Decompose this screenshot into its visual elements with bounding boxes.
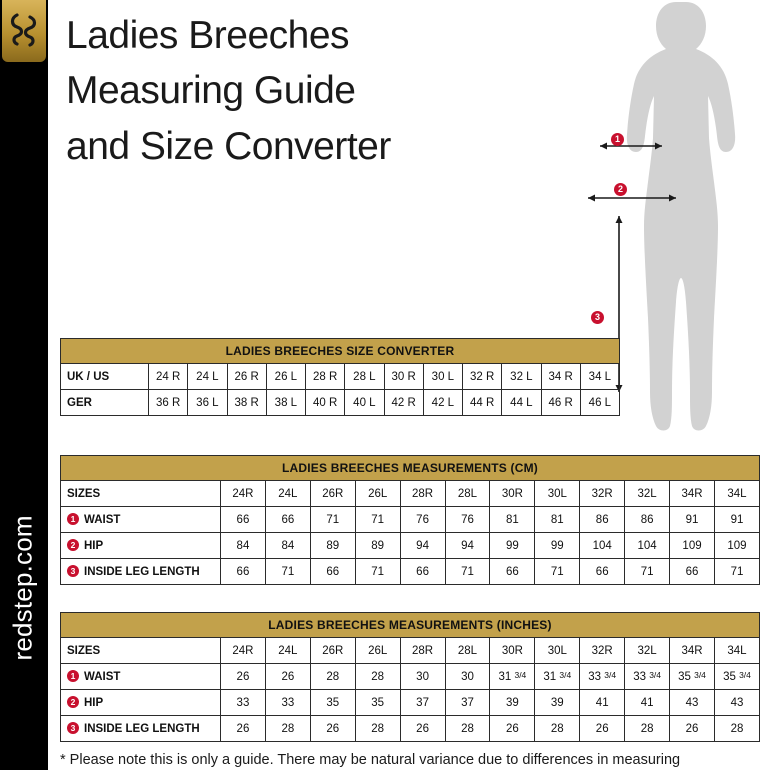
cell: 94 (445, 533, 490, 559)
hip-badge-icon: 2 (67, 539, 79, 551)
cell: 42 L (423, 390, 462, 416)
cell: 26 (265, 664, 310, 690)
cell: 37 (400, 690, 445, 716)
hip-marker-badge: 2 (614, 183, 627, 196)
cell: 40 L (345, 390, 384, 416)
column-header: 30R (490, 481, 535, 507)
column-header: 28L (445, 481, 490, 507)
cell: 33 3/4 (625, 664, 670, 690)
cell: 66 (670, 559, 715, 585)
column-header: 30L (535, 481, 580, 507)
column-header: 24L (265, 638, 310, 664)
cell: 28 (355, 716, 400, 742)
cell: 24 R (149, 364, 188, 390)
row-label-inside-leg-cm (61, 559, 221, 585)
cell: 39 (490, 690, 535, 716)
cell: 24 L (188, 364, 227, 390)
cell: 86 (580, 507, 625, 533)
cell: 28 (310, 664, 355, 690)
column-header: 34R (670, 481, 715, 507)
column-header: 32L (625, 638, 670, 664)
cell: 39 (535, 690, 580, 716)
table-row (61, 390, 620, 416)
cell: 44 L (502, 390, 541, 416)
cell: 89 (310, 533, 355, 559)
cell: 46 L (580, 390, 619, 416)
converter-table-title: LADIES BREECHES SIZE CONVERTER (61, 339, 620, 364)
row-label-text: INSIDE LEG LENGTH (84, 723, 200, 735)
cell: 71 (355, 559, 400, 585)
cell: 71 (265, 559, 310, 585)
cell: 33 3/4 (580, 664, 625, 690)
cell: 38 R (227, 390, 266, 416)
inside-leg-marker-badge: 3 (591, 311, 604, 324)
cell: 66 (400, 559, 445, 585)
cell: 66 (265, 507, 310, 533)
table-column-header-row (61, 638, 760, 664)
cell: 26 (221, 716, 266, 742)
row-label-inside-leg-in (61, 716, 221, 742)
cell: 28 (625, 716, 670, 742)
table-header-row (61, 339, 620, 364)
cell: 28 R (306, 364, 345, 390)
row-label-hip-cm (61, 533, 221, 559)
column-header-sizes: SIZES (61, 638, 221, 664)
cell: 33 (265, 690, 310, 716)
cell: 34 R (541, 364, 580, 390)
column-header: 28R (400, 638, 445, 664)
cell: 66 (580, 559, 625, 585)
table-row (61, 690, 760, 716)
cell: 32 L (502, 364, 541, 390)
cell: 99 (490, 533, 535, 559)
cell: 81 (490, 507, 535, 533)
inches-table-title: LADIES BREECHES MEASUREMENTS (INCHES) (61, 613, 760, 638)
cell: 33 (221, 690, 266, 716)
cell: 30 R (384, 364, 423, 390)
table-row (61, 533, 760, 559)
cell: 26 L (266, 364, 305, 390)
cell: 35 (355, 690, 400, 716)
measurements-cm-table (60, 455, 760, 585)
column-header: 32R (580, 481, 625, 507)
cell: 71 (625, 559, 670, 585)
cell: 31 3/4 (535, 664, 580, 690)
cell: 34 L (580, 364, 619, 390)
table-column-header-row (61, 481, 760, 507)
column-header: 34R (670, 638, 715, 664)
cell: 30 (400, 664, 445, 690)
cell: 26 (400, 716, 445, 742)
page-title-line-3: and Size Converter (66, 124, 391, 168)
table-header-row (61, 613, 760, 638)
cell: 76 (400, 507, 445, 533)
cell: 84 (265, 533, 310, 559)
measurements-inches-table (60, 612, 760, 742)
cell: 31 3/4 (490, 664, 535, 690)
cell: 28 L (345, 364, 384, 390)
waist-badge-icon: 1 (67, 670, 79, 682)
cell: 43 (714, 690, 759, 716)
waist-badge-icon: 1 (67, 513, 79, 525)
row-label-text: WAIST (84, 671, 121, 683)
page-title-line-2: Measuring Guide (66, 69, 356, 113)
cell: 46 R (541, 390, 580, 416)
cell: 109 (714, 533, 759, 559)
cell: 66 (310, 559, 355, 585)
column-header: 26R (310, 638, 355, 664)
row-label-ger: GER (61, 390, 149, 416)
table-row (61, 364, 620, 390)
column-header: 32L (625, 481, 670, 507)
cell: 28 (355, 664, 400, 690)
cell: 71 (310, 507, 355, 533)
cell: 66 (490, 559, 535, 585)
cell: 28 (445, 716, 490, 742)
cell: 26 (221, 664, 266, 690)
cell: 32 R (463, 364, 502, 390)
table-header-row (61, 456, 760, 481)
table-row (61, 716, 760, 742)
cell: 109 (670, 533, 715, 559)
cell: 91 (714, 507, 759, 533)
column-header: 26L (355, 638, 400, 664)
cell: 71 (714, 559, 759, 585)
row-label-text: INSIDE LEG LENGTH (84, 566, 200, 578)
cell: 104 (625, 533, 670, 559)
cell: 89 (355, 533, 400, 559)
column-header: 24L (265, 481, 310, 507)
cell: 81 (535, 507, 580, 533)
cell: 86 (625, 507, 670, 533)
cell: 42 R (384, 390, 423, 416)
cell: 41 (580, 690, 625, 716)
row-label-waist-cm (61, 507, 221, 533)
row-label-text: HIP (84, 697, 104, 709)
column-header: 26R (310, 481, 355, 507)
column-header: 30R (490, 638, 535, 664)
cell: 30 L (423, 364, 462, 390)
row-label-uk-us: UK / US (61, 364, 149, 390)
cell: 36 R (149, 390, 188, 416)
document-body (48, 0, 770, 770)
column-header: 28L (445, 638, 490, 664)
cell: 99 (535, 533, 580, 559)
page-title (66, 8, 536, 174)
column-header: 24R (221, 638, 266, 664)
cell: 35 3/4 (670, 664, 715, 690)
cell: 43 (670, 690, 715, 716)
footnote: * Please note this is only a guide. There may be natural variance due to differences in measuring (60, 752, 681, 768)
cell: 44 R (463, 390, 502, 416)
cell: 41 (625, 690, 670, 716)
cell: 71 (445, 559, 490, 585)
cell: 26 (490, 716, 535, 742)
column-header: 34L (714, 481, 759, 507)
row-label-text: WAIST (84, 514, 121, 526)
cell: 35 3/4 (714, 664, 759, 690)
column-header: 32R (580, 638, 625, 664)
left-brand-rail (0, 0, 48, 770)
cell: 30 (445, 664, 490, 690)
cell: 66 (221, 559, 266, 585)
site-url-vertical: redstep.com (7, 515, 38, 661)
cell: 71 (535, 559, 580, 585)
cm-table-title: LADIES BREECHES MEASUREMENTS (CM) (61, 456, 760, 481)
cell: 28 (714, 716, 759, 742)
cell: 91 (670, 507, 715, 533)
waist-marker-badge: 1 (611, 133, 624, 146)
hip-badge-icon: 2 (67, 696, 79, 708)
size-converter-table (60, 338, 620, 416)
inside-leg-badge-icon: 3 (67, 722, 79, 734)
cell: 26 R (227, 364, 266, 390)
cell: 71 (355, 507, 400, 533)
cell: 84 (221, 533, 266, 559)
page-title-line-1: Ladies Breeches (66, 14, 350, 57)
cell: 35 (310, 690, 355, 716)
cell: 28 (265, 716, 310, 742)
table-row (61, 507, 760, 533)
table-row (61, 664, 760, 690)
table-row (61, 559, 760, 585)
row-label-text: HIP (84, 540, 104, 552)
cell: 26 (310, 716, 355, 742)
cell: 40 R (306, 390, 345, 416)
row-label-hip-in (61, 690, 221, 716)
column-header-sizes: SIZES (61, 481, 221, 507)
cell: 28 (535, 716, 580, 742)
column-header: 24R (221, 481, 266, 507)
column-header: 34L (714, 638, 759, 664)
cell: 36 L (188, 390, 227, 416)
column-header: 28R (400, 481, 445, 507)
row-label-waist-in (61, 664, 221, 690)
cell: 38 L (266, 390, 305, 416)
column-header: 26L (355, 481, 400, 507)
cell: 76 (445, 507, 490, 533)
cell: 66 (221, 507, 266, 533)
inside-leg-badge-icon: 3 (67, 565, 79, 577)
cell: 104 (580, 533, 625, 559)
column-header: 30L (535, 638, 580, 664)
cell: 37 (445, 690, 490, 716)
cell: 26 (670, 716, 715, 742)
cell: 94 (400, 533, 445, 559)
cell: 26 (580, 716, 625, 742)
tredstep-logo (2, 0, 46, 62)
